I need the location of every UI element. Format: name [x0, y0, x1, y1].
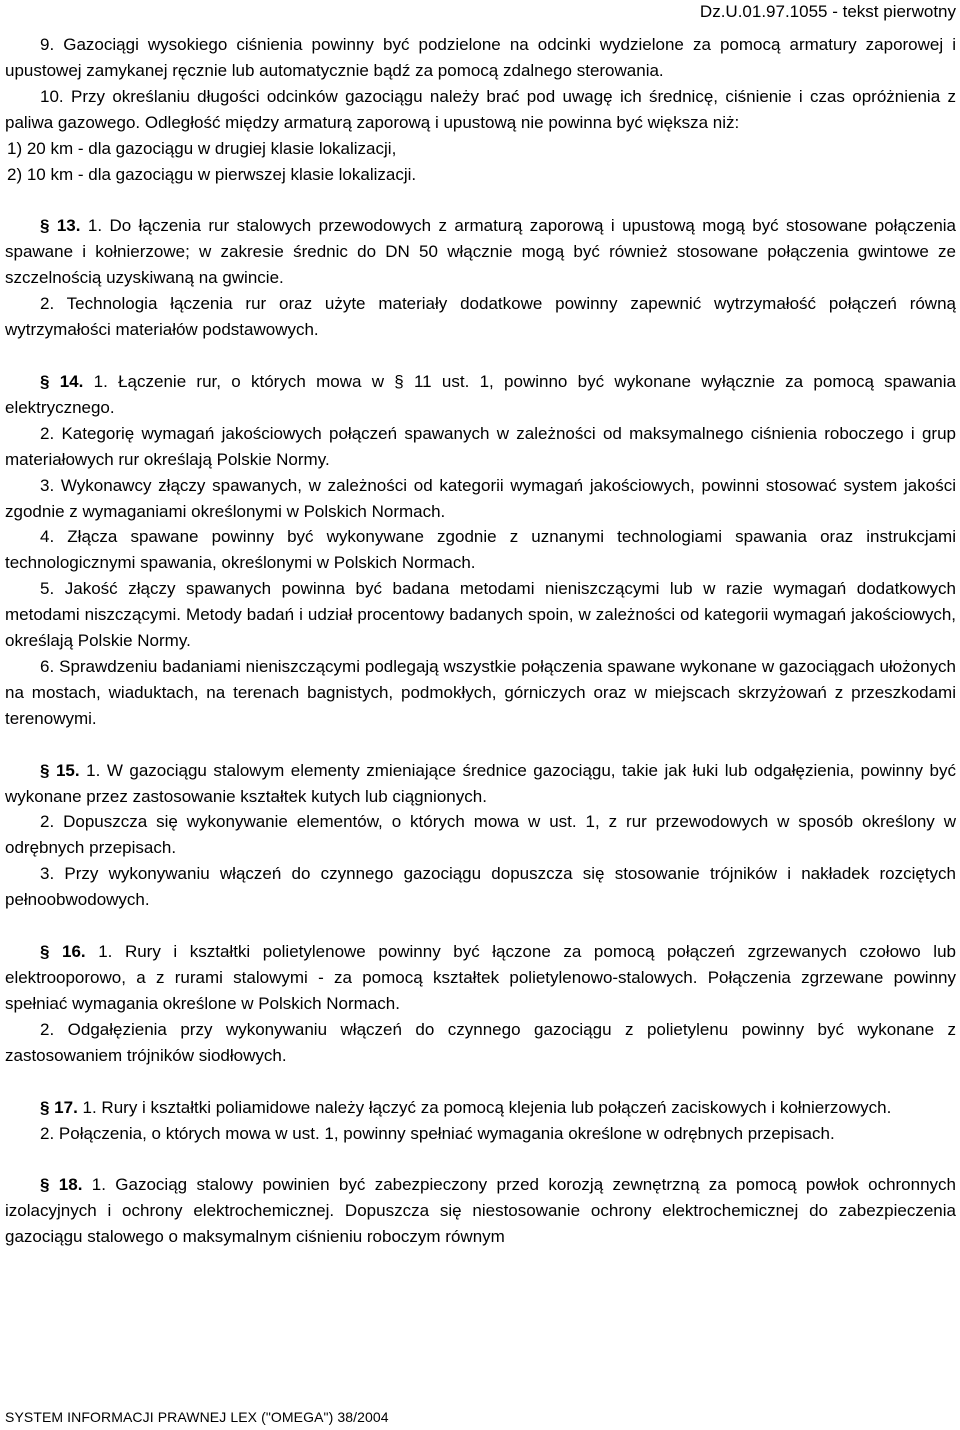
- section-14-paragraph-4: 4. Złącza spawane powinny być wykonywane zgodnie z uznanymi technologiami spawania oraz instrukcjami technologicznymi spawania, określonymi w Polskich Normach.: [5, 527, 956, 573]
- section-17-text-1: 1. Rury i kształtki poliamidowe należy łączyć za pomocą klejenia lub połączeń zaciskowych i kołnierzowych.: [77, 1097, 892, 1117]
- section-15-paragraph-1: [5, 758, 956, 810]
- section-13-paragraph-2: 2. Technologia łączenia rur oraz użyte materiały dodatkowe powinny zapewnić wytrzymałość połączeń równą wytrzymałości materiałów podstawowych.: [5, 294, 956, 340]
- document-body: [5, 32, 956, 1250]
- section-13-text-1: 1. Do łączenia rur stalowych przewodowych z armaturą zaporową i upustową mogą być stosowane połączenia spawane i kołnierzowe; w zakresie średnic do DN 50 włącznie mogą być również stosowane połączenia gwintowe ze szczelnością uzyskiwaną na gwincie.: [5, 216, 957, 288]
- section-14-label: § 14.: [40, 371, 84, 391]
- section-18-text-1: 1. Gazociąg stalowy powinien być zabezpieczony przed korozją zewnętrzną za pomocą powłok ochronnych izolacyjnych i ochrony elektrochemicznej. Dopuszcza się niestosowanie ochrony elektrochemicznej do zabezpieczenia gazociągu stalowego o maksymalnym ciśnieniu roboczym równym: [5, 1175, 957, 1247]
- document-reference-header: Dz.U.01.97.1055 - tekst pierwotny: [699, 2, 956, 21]
- section-13-paragraph-1: [5, 213, 956, 291]
- section-18-label: § 18.: [40, 1175, 83, 1195]
- section-14-paragraph-5: 5. Jakość złączy spawanych powinna być badana metodami nieniszczącymi lub w razie wymagań dodatkowych metodami niszczącymi. Metody badań i udział procentowy badanych spoin, w zależności od kategorii wymagań jakościowych, określają Polskie Normy.: [5, 579, 956, 651]
- section-16-label: § 16.: [40, 942, 86, 962]
- list-item-10-2: 2) 10 km - dla gazociągu w pierwszej klasie lokalizacji.: [7, 164, 417, 184]
- section-17-paragraph-1: [5, 1095, 956, 1121]
- section-18-paragraph-1: [5, 1172, 956, 1250]
- section-14-paragraph-1: [5, 369, 956, 421]
- footer-system-label: SYSTEM INFORMACJI PRAWNEJ LEX ("OMEGA") 38/2004: [5, 1409, 389, 1425]
- section-17-label: § 17.: [40, 1097, 78, 1117]
- section-14-text-1: 1. Łączenie rur, o których mowa w § 11 ust. 1, powinno być wykonane wyłącznie za pomocą spawania elektrycznego.: [5, 371, 956, 417]
- list-item-10-1: 1) 20 km - dla gazociągu w drugiej klasie lokalizacji,: [7, 138, 397, 158]
- section-14-paragraph-2: 2. Kategorię wymagań jakościowych połączeń spawanych w zależności od maksymalnego ciśnienia roboczego i grup materiałowych rur określają Polskie Normy.: [5, 423, 956, 469]
- section-15-text-1: 1. W gazociągu stalowym elementy zmieniające średnice gazociągu, takie jak łuki lub odgałęzienia, powinny być wykonane przez zastosowanie kształtek kutych lub ciągnionych.: [5, 760, 956, 806]
- section-17-paragraph-2: 2. Połączenia, o których mowa w ust. 1, powinny spełniać wymagania określone w odrębnych przepisach.: [40, 1123, 835, 1143]
- section-14-paragraph-6: 6. Sprawdzeniu badaniami nieniszczącymi podlegają wszystkie połączenia spawane wykonane w gazociągach ułożonych na mostach, wiaduktach, na terenach bagnistych, podmokłych, górniczych oraz w miejscach skrzyżowań z przeszkodami terenowymi.: [5, 656, 956, 728]
- paragraph-10: 10. Przy określaniu długości odcinków gazociągu należy brać pod uwagę ich średnicę, ciśnienie i czas opróżnienia z paliwa gazowego. Odległość między armaturą zaporową i upustową nie powinna być większa niż:: [5, 86, 956, 132]
- section-16-paragraph-1: [5, 939, 956, 1017]
- section-16-paragraph-2: 2. Odgałęzienia przy wykonywaniu włączeń do czynnego gazociągu z polietylenu powinny być wykonane z zastosowaniem trójników siodłowych.: [5, 1019, 956, 1065]
- section-15-label: § 15.: [40, 760, 80, 780]
- paragraph-9: 9. Gazociągi wysokiego ciśnienia powinny być podzielone na odcinki wydzielone za pomocą armatury zaporowej i upustowej zamykanej ręcznie lub automatycznie bądź za pomocą zdalnego sterowania.: [5, 35, 956, 80]
- section-15-paragraph-2: 2. Dopuszcza się wykonywanie elementów, o których mowa w ust. 1, z rur przewodowych w sposób określony w odrębnych przepisach.: [5, 812, 956, 858]
- section-15-paragraph-3: 3. Przy wykonywaniu włączeń do czynnego gazociągu dopuszcza się stosowanie trójników i nakładek rozciętych pełnoobwodowych.: [5, 864, 956, 910]
- section-13-label: § 13.: [40, 216, 81, 236]
- section-14-paragraph-3: 3. Wykonawcy złączy spawanych, w zależności od kategorii wymagań jakościowych, powinni stosować system jakości zgodnie z wymaganiami określonymi w Polskich Normach.: [5, 475, 956, 521]
- section-16-text-1: 1. Rury i kształtki polietylenowe powinny być łączone za pomocą połączeń zgrzewanych czołowo lub elektrooporowo, a z rurami stalowymi - za pomocą kształtek polietylenowo-stalowych. Połączenia zgrzewane powinny spełniać wymagania określone w Polskich Normach.: [5, 942, 956, 1013]
